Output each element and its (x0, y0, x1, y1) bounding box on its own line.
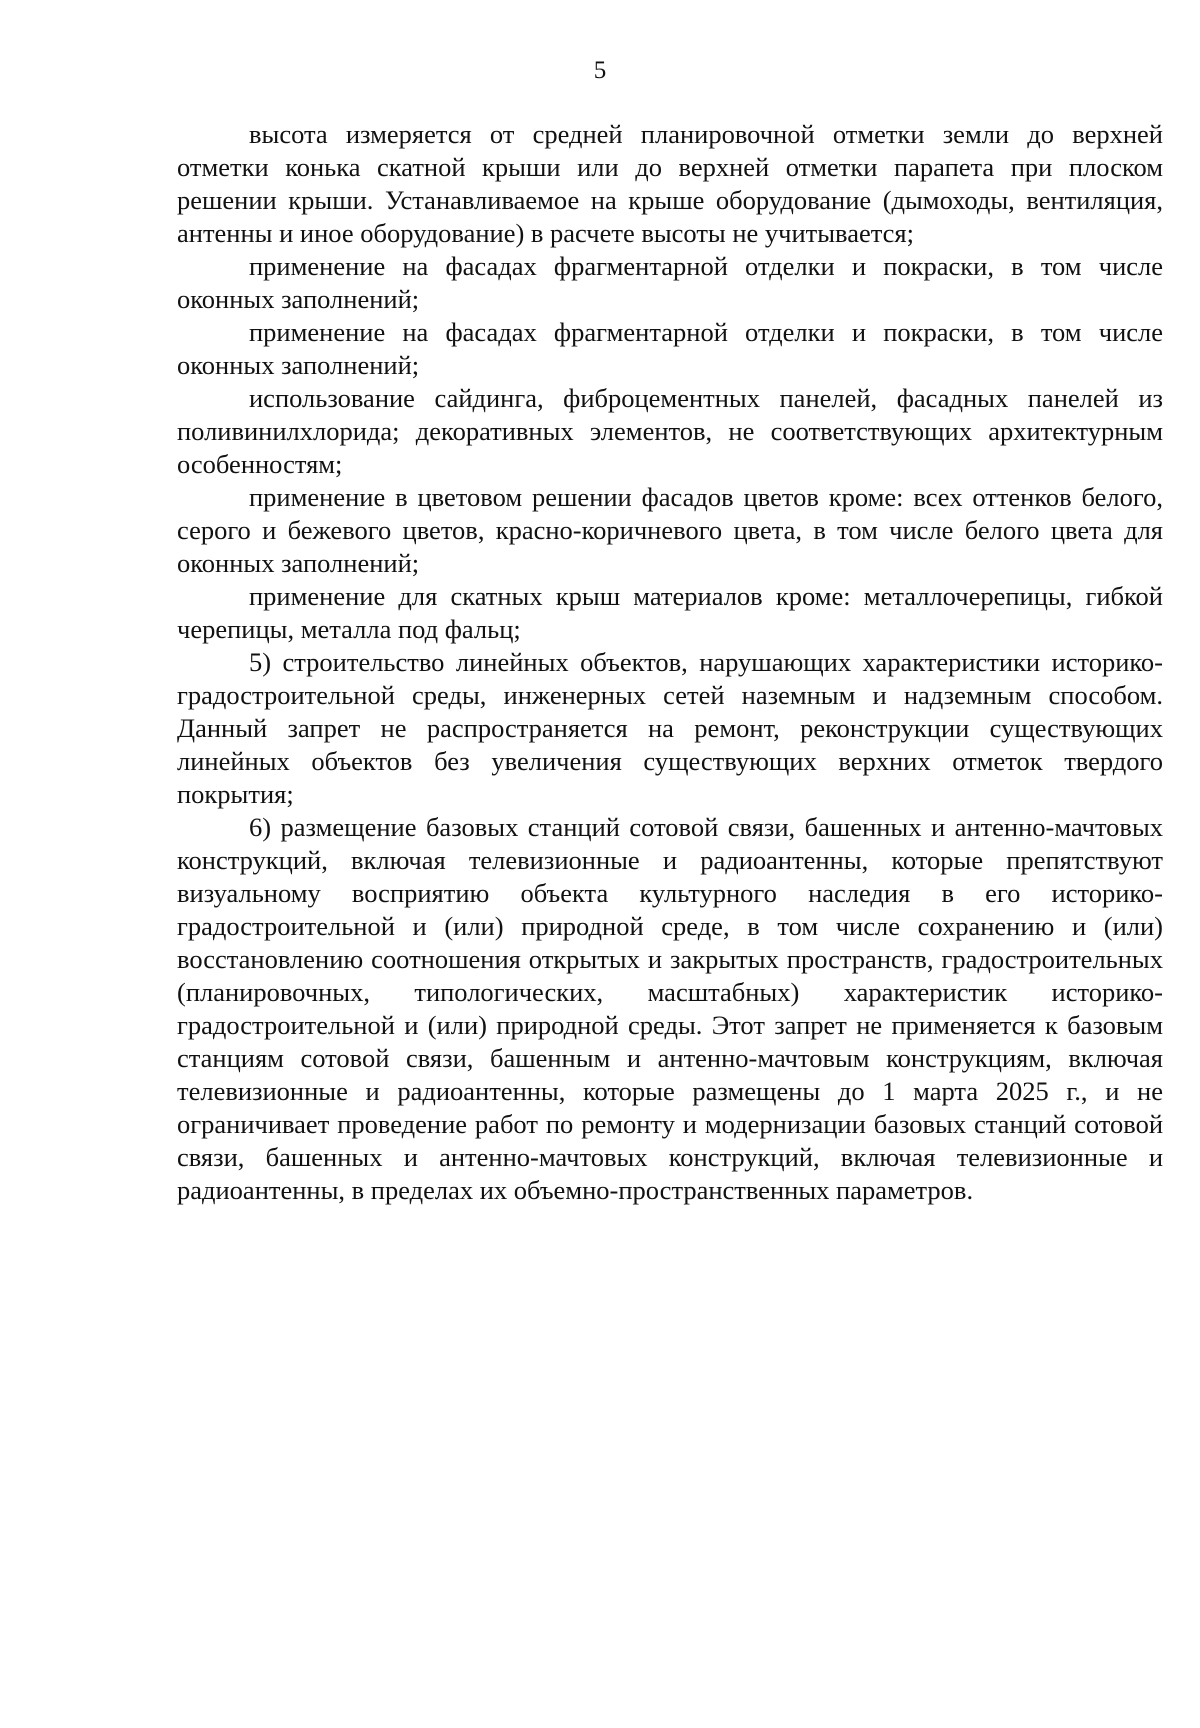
paragraph-siding-panels: использование сайдинга, фиброцементных панелей, фасадных панелей из поливинилхлорида; декоративных элементов, не соответствующих архитектурным особенностям; (177, 383, 1163, 479)
paragraph-facade-finishing-1: применение на фасадах фрагментарной отделки и покраски, в том числе оконных заполнений; (177, 251, 1163, 314)
paragraph-item-5-linear-objects: 5) строительство линейных объектов, нарушающих характеристики историко-градостроительной среды, инженерных сетей наземным и надземным способом. Данный запрет не распространяется на ремонт, реконструкции существующих линейных объектов без увеличения существующих верхних отметок твердого покрытия; (177, 647, 1163, 809)
paragraph-height-measurement: высота измеряется от средней планировочной отметки земли до верхней отметки конька скатной крыши или до верхней отметки парапета при плоском решении крыши. Устанавливаемое на крыше оборудование (дымоходы, вентиляция, антенны и иное оборудование) в расчете высоты не учитывается; (177, 119, 1163, 248)
paragraph-roof-materials: применение для скатных крыш материалов кроме: металлочерепицы, гибкой черепицы, металла под фальц; (177, 581, 1163, 644)
document-body (177, 118, 1163, 1207)
page-number: 5 (593, 57, 607, 84)
paragraph-item-6-base-stations: 6) размещение базовых станций сотовой связи, башенных и антенно-мачтовых конструкций, включая телевизионные и радиоантенны, которые препятствуют визуальному восприятию объекта культурного наследия в его историко-градостроительной и (или) природной среде, в том числе сохранению и (или) восстановлению соотношения открытых и закрытых пространств, градостроительных (планировочных, типологических, масштабных) характеристик историко-градостроительной и (или) природной среды. Этот запрет не применяется к базовым станциям сотовой связи, башенным и антенно-мачтовым конструкциям, включая телевизионные и радиоантенны, которые размещены до 1 марта 2025 г., и не ограничивает проведение работ по ремонту и модернизации базовых станций сотовой связи, башенных и антенно-мачтовых конструкций, включая телевизионные и радиоантенны, в пределах их объемно-пространственных параметров. (177, 812, 1163, 1205)
paragraph-facade-colors: применение в цветовом решении фасадов цветов кроме: всех оттенков белого, серого и бежевого цветов, красно-коричневого цвета, в том числе белого цвета для оконных заполнений; (177, 482, 1163, 578)
paragraph-facade-finishing-2: применение на фасадах фрагментарной отделки и покраски, в том числе оконных заполнений; (177, 317, 1163, 380)
